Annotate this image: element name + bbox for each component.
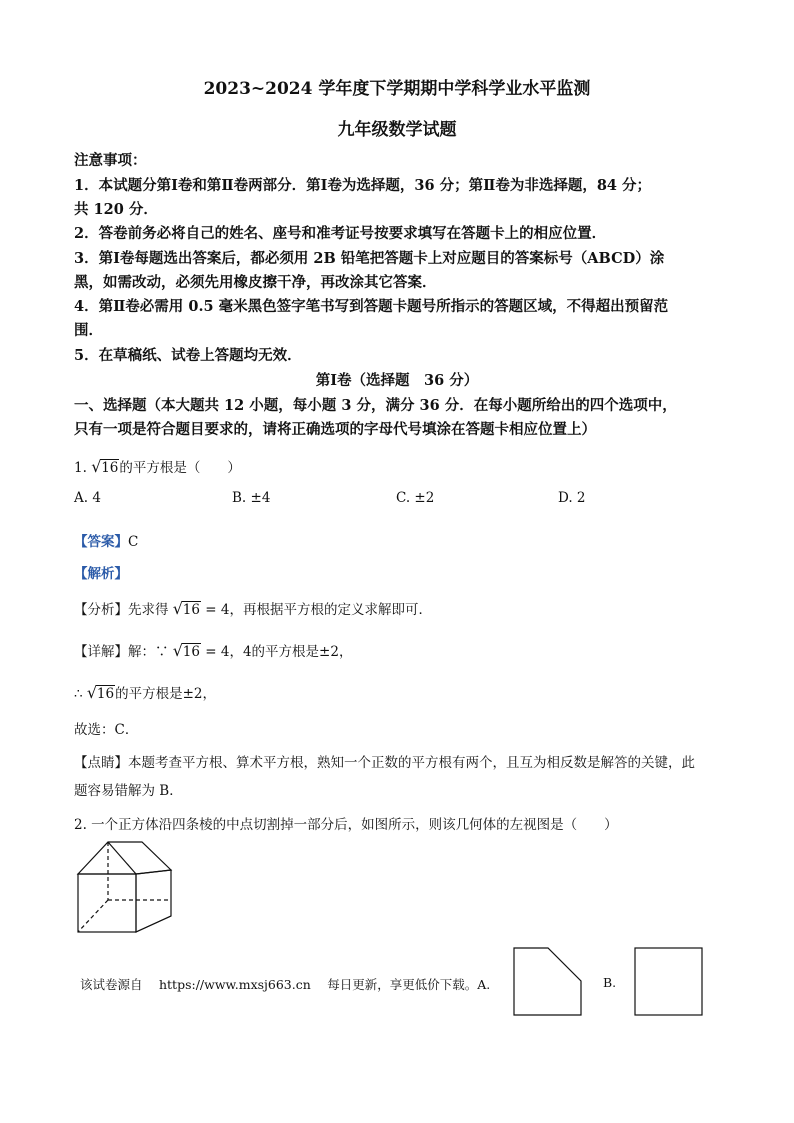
question-number: 1. [74,460,87,476]
option-b-figure [633,946,705,1018]
option-a: A. 4 [74,490,101,506]
page-title: 2023~2024 学年度下学期期中学科学业水平监测 [203,79,591,99]
notes-item: 共 120 分． [74,201,158,218]
dianjing-line-2: 题容易错解为 B． [74,783,183,799]
notes-item: 1．本试题分第Ⅰ卷和第Ⅱ卷两部分．第Ⅰ卷为选择题，36 分；第Ⅱ卷为非选择题，84 分； [74,177,652,194]
therefore-line: ∴ √ 16的平方根是±2， [74,683,216,702]
choose-line: 故选：C． [74,722,139,738]
dianjing-line: 【点睛】本题考查平方根、算术平方根，熟知一个正数的平方根有两个，且互为相反数是解答的关键，此 [74,755,695,771]
source-text: 该试卷源自 https://www.mxsj663.cn 每日更新，享更低价下载。 [80,977,478,992]
sqrt-expression: √ 16 [86,683,115,702]
dianjing-tag: 【点睛】 [74,755,128,771]
notes-item: 围． [74,322,103,339]
option-a-figure [512,946,584,1018]
section-instruction: 只有一项是符合题目要求的，请将正确选项的字母代号填涂在答题卡相应位置上） [74,421,596,438]
fenxi-line: 【分析】先求得 √ 16 = 4，再根据平方根的定义求解即可． [74,599,432,618]
xiangjie-tag: 【详解】 [74,644,128,660]
notes-item: 3．第Ⅰ卷每题选出答案后，都必须用 2B 铅笔把答题卡上对应题目的答案标号（ABCD）涂 [74,250,665,267]
notes-item: 5．在草稿纸、试卷上答题均无效． [74,347,302,364]
fenxi-tag: 【分析】 [74,602,128,618]
section-title: 第Ⅰ卷（选择题 36 分） [315,372,479,389]
cube-figure [74,838,184,938]
sqrt-expression: √ 16 [172,599,200,618]
xiangjie-line: 【详解】解：∵ √ 16 = 4，4的平方根是±2， [74,641,353,660]
question-1-stem: 1. √ 16的平方根是（ ） [74,457,241,476]
sqrt-expression: √ 16 [91,457,119,476]
option-c: C. ±2 [396,490,435,506]
answer-tag: 【答案】 [74,534,128,550]
option-a-label: A. [477,977,491,992]
section-instruction: 一、选择题（本大题共 12 小题，每小题 3 分，满分 36 分．在每小题所给出的四个选项中， [74,397,677,414]
answer-value: C [128,534,139,550]
sqrt-expression: √ 16 [172,641,200,660]
notes-item: 4．第Ⅱ卷必需用 0.5 毫米黑色签字笔书写到答题卡题号所指示的答题区域，不得超出预留范 [74,298,669,315]
option-b: B. ±4 [232,490,271,506]
option-d: D. 2 [558,490,586,506]
answer-line [74,530,138,550]
option-b-label: B. [603,975,617,990]
analysis-tag: 【解析】 [74,566,128,582]
source-line [80,975,490,993]
page-subtitle: 九年级数学试题 [337,120,457,140]
notes-item: 黑，如需改动，必须先用橡皮擦干净，再改涂其它答案． [74,274,437,291]
notes-heading: 注意事项： [74,152,147,169]
notes-item: 2．答卷前务必将自己的姓名、座号和准考证号按要求填写在答题卡上的相应位置． [74,225,607,242]
question-2-stem: 2. 一个正方体沿四条棱的中点切割掉一部分后，如图所示，则该几何体的左视图是（ ） [74,817,618,833]
